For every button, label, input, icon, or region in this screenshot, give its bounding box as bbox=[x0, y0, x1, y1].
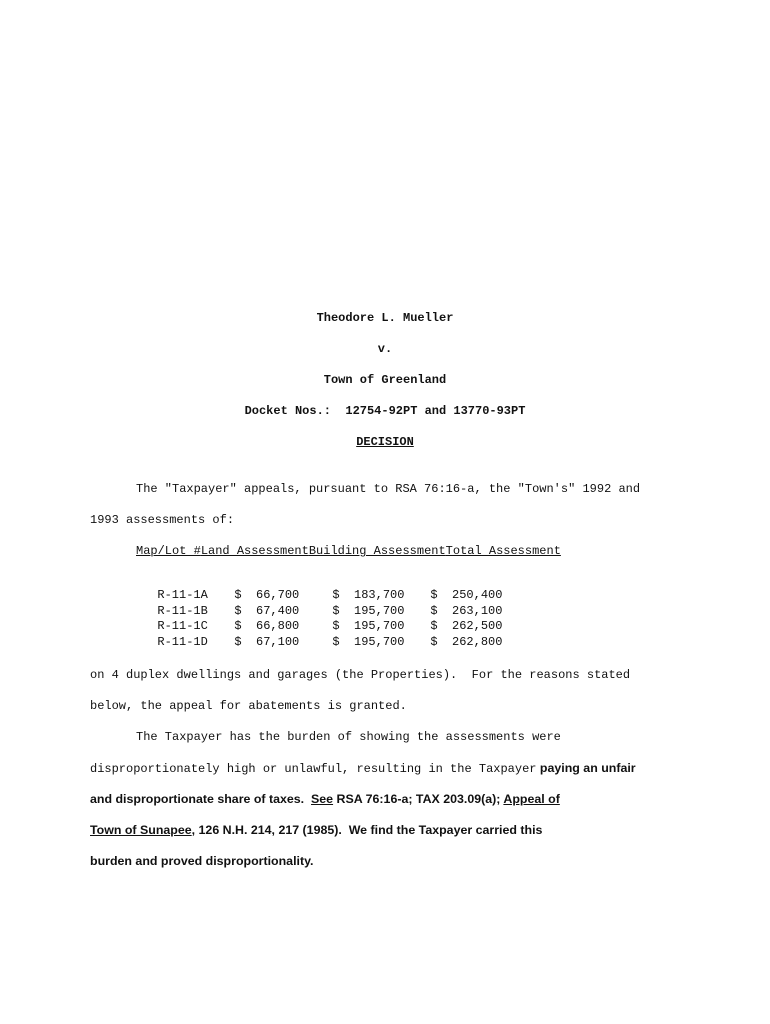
body-line-5 bbox=[90, 792, 560, 806]
cell-total: $ 250,400 bbox=[430, 588, 503, 602]
header-map-lot: Map/Lot # bbox=[136, 544, 201, 558]
taxpayer-name: Theodore L. Mueller bbox=[316, 311, 454, 325]
case-citation-end: Town of Sunapee bbox=[90, 823, 192, 837]
case-citation-start: Appeal of bbox=[503, 792, 560, 806]
see-signal: See bbox=[311, 792, 334, 806]
assessment-table-header bbox=[136, 544, 561, 558]
body-line-3: The Taxpayer has the burden of showing the assessments were bbox=[136, 730, 561, 744]
header-land: Land Assessment bbox=[200, 544, 309, 558]
body-line-5-a: and disproportionate share of taxes. bbox=[90, 792, 312, 806]
versus-label: v. bbox=[377, 342, 393, 356]
body-line-4-sans: paying an unfair bbox=[536, 761, 636, 775]
decision-heading-text: DECISION bbox=[356, 435, 414, 449]
cell-total: $ 263,100 bbox=[430, 604, 503, 618]
decision-heading bbox=[0, 435, 770, 449]
cell-land: $ 66,700 bbox=[234, 588, 300, 602]
cell-land: $ 67,100 bbox=[234, 635, 300, 649]
body-line-7: burden and proved disproportionality. bbox=[90, 854, 314, 868]
cell-lot: R-11-1A bbox=[157, 588, 208, 602]
intro-line-1: The "Taxpayer" appeals, pursuant to RSA 76:16-a, the "Town's" 1992 and bbox=[136, 482, 641, 496]
town-name: Town of Greenland bbox=[323, 373, 447, 387]
cell-building: $ 195,700 bbox=[332, 635, 405, 649]
cell-lot: R-11-1C bbox=[157, 619, 208, 633]
cell-total: $ 262,500 bbox=[430, 619, 503, 633]
cell-lot: R-11-1B bbox=[157, 604, 208, 618]
body-line-2: below, the appeal for abatements is granted. bbox=[90, 699, 407, 713]
table-row bbox=[143, 621, 530, 649]
cell-land: $ 67,400 bbox=[234, 604, 300, 618]
cell-building: $ 195,700 bbox=[332, 619, 405, 633]
cell-building: $ 195,700 bbox=[332, 604, 405, 618]
intro-line-2: 1993 assessments of: bbox=[90, 513, 235, 527]
header-building: Building Assessment bbox=[308, 544, 446, 558]
body-line-1: on 4 duplex dwellings and garages (the Properties). For the reasons stated bbox=[90, 668, 631, 682]
header-total: Total Assessment bbox=[445, 544, 561, 558]
body-line-4 bbox=[90, 761, 636, 776]
body-line-6-rest: , 126 N.H. 214, 217 (1985). We find the Taxpayer carried this bbox=[191, 823, 543, 837]
body-line-4-mono: disproportionately high or unlawful, resulting in the Taxpayer bbox=[90, 762, 537, 776]
cell-building: $ 183,700 bbox=[332, 588, 405, 602]
body-line-6 bbox=[90, 823, 542, 837]
cell-land: $ 66,800 bbox=[234, 619, 300, 633]
cell-lot: R-11-1D bbox=[157, 635, 208, 649]
cell-total: $ 262,800 bbox=[430, 635, 503, 649]
docket-numbers: Docket Nos.: 12754-92PT and 13770-93PT bbox=[244, 404, 526, 418]
body-line-5-b: RSA 76:16-a; TAX 203.09(a); bbox=[333, 792, 504, 806]
